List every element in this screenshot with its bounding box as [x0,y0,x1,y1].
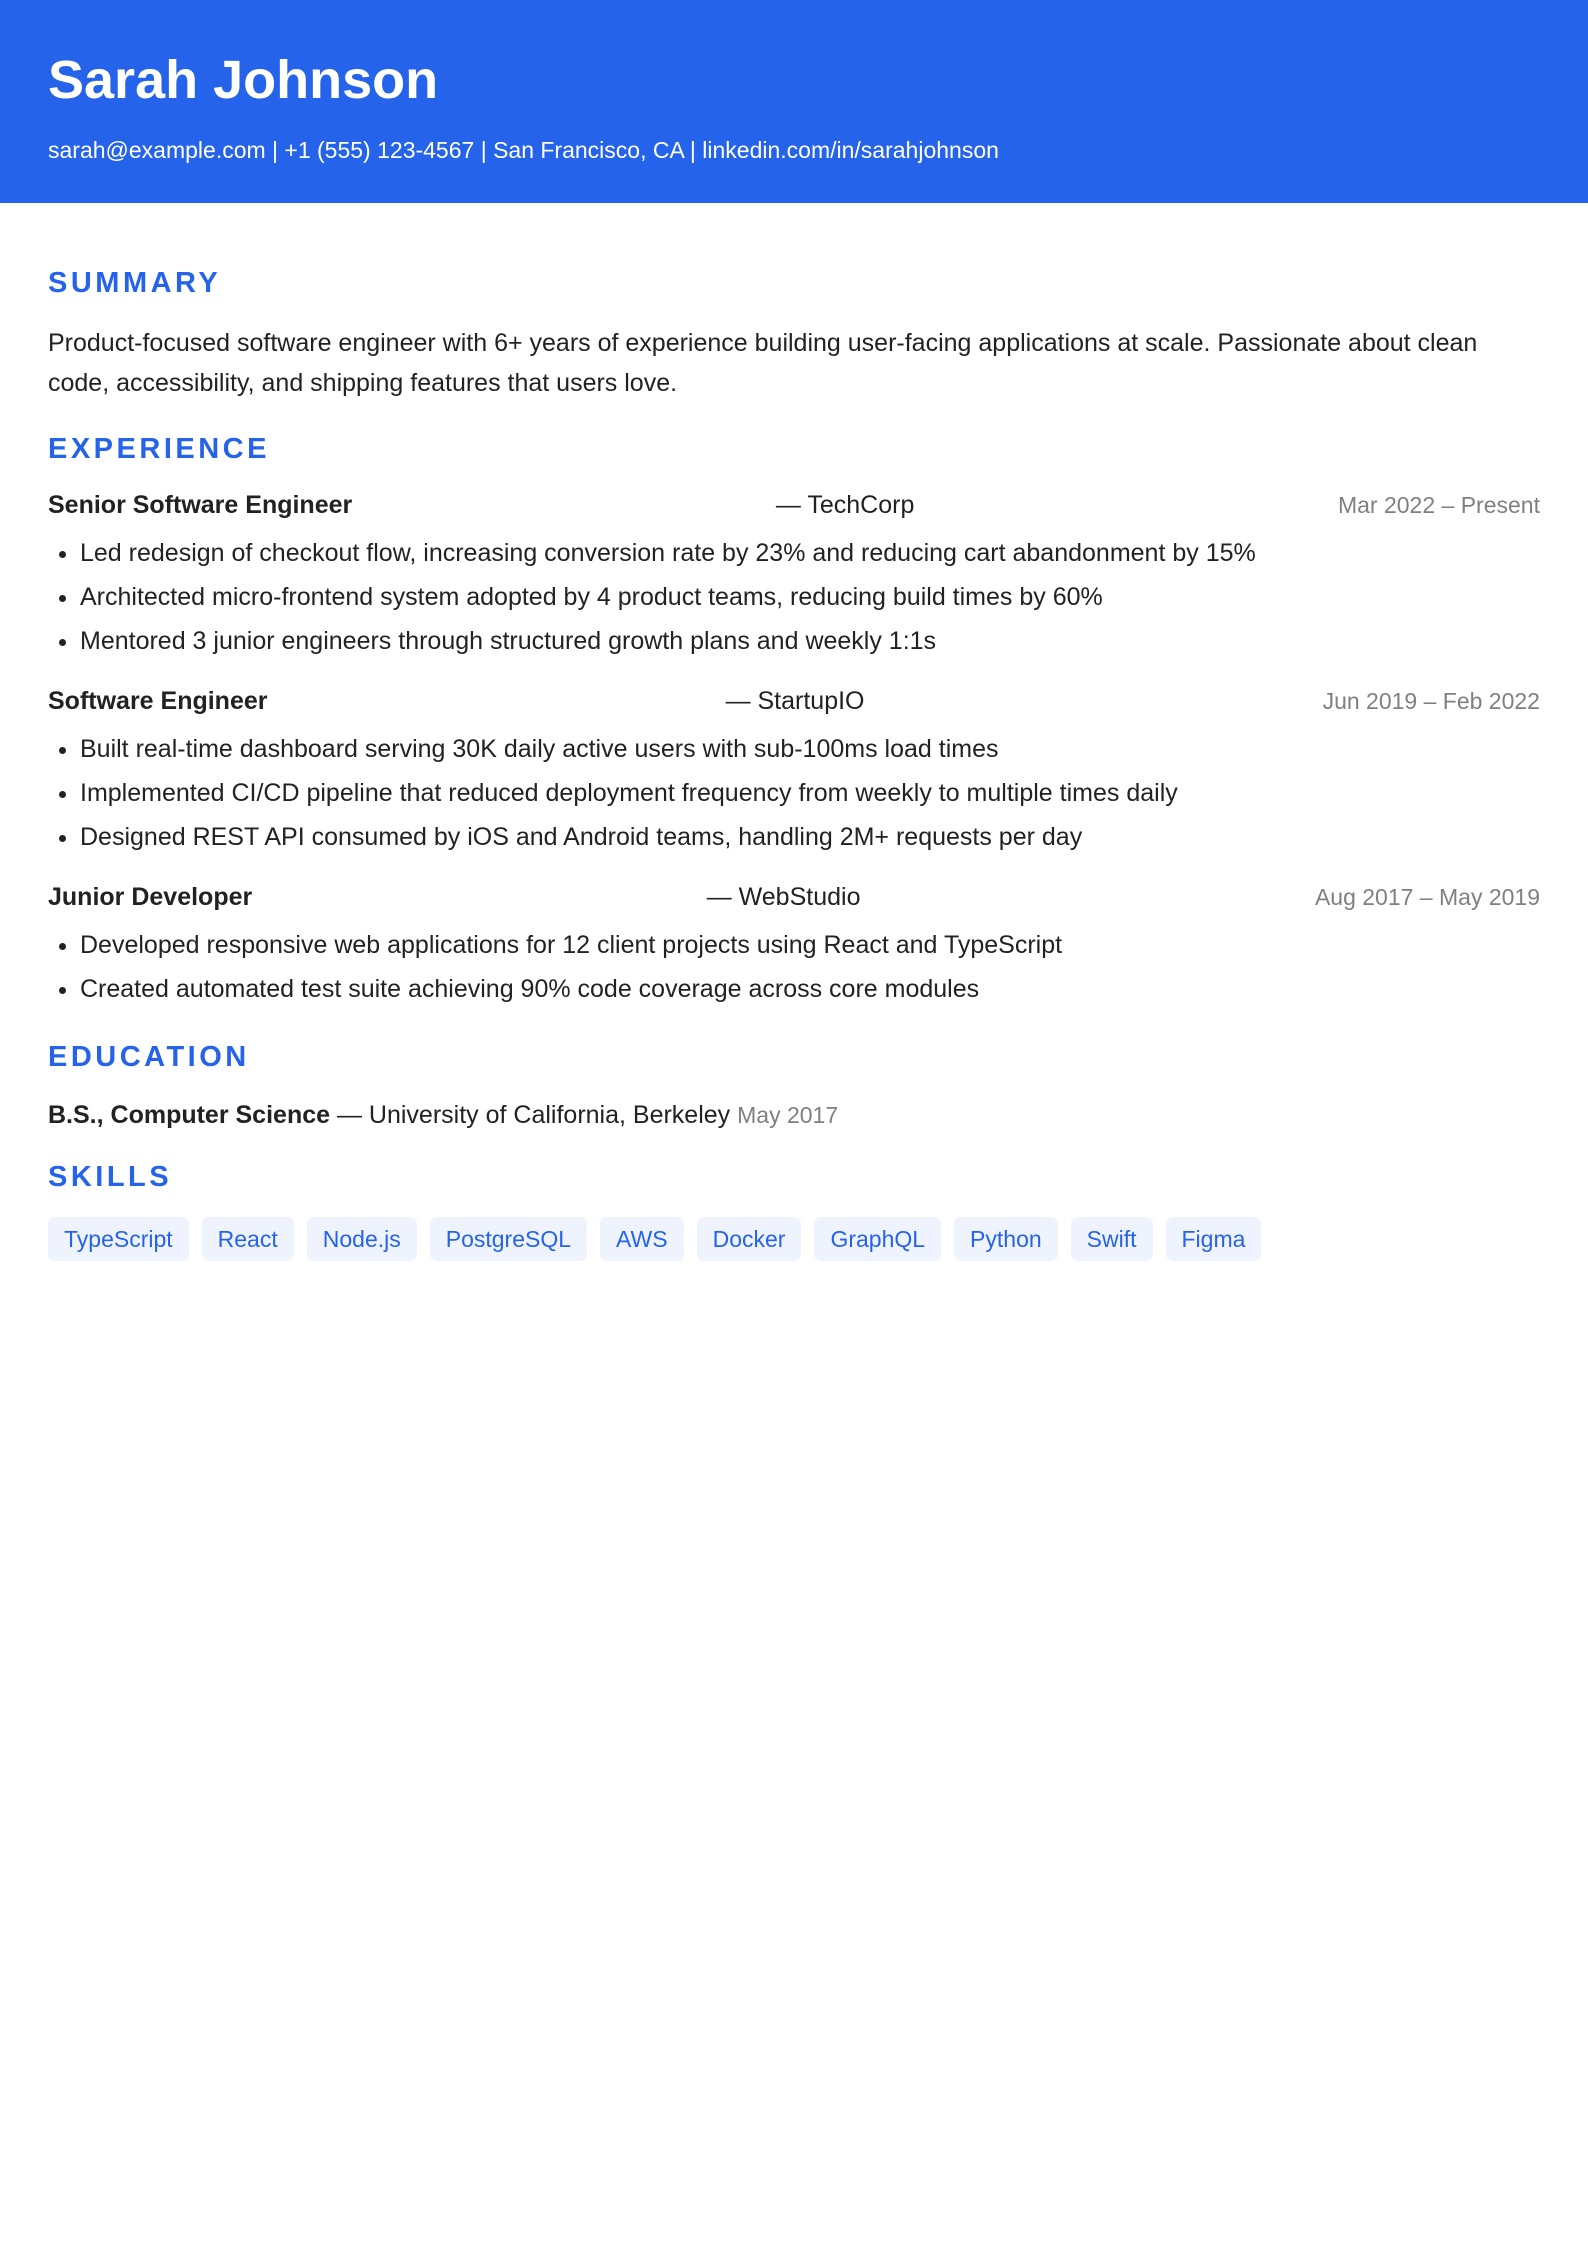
skill-tag: GraphQL [814,1217,941,1261]
job-title: Software Engineer [48,687,268,715]
job-bullet: • Mentored 3 junior engineers through structured growth plans and weekly 1:1s [80,619,1540,663]
education-degree: B.S., Computer Science [48,1101,331,1129]
job-bullets [48,531,1540,663]
skill-tag: TypeScript [48,1217,189,1261]
job-bullet: • Architected micro-frontend system adopted by 4 product teams, reducing build times by 60% [80,575,1540,619]
resume-header [0,0,1588,203]
job-bullets [48,727,1540,859]
skill-tag: Swift [1071,1217,1153,1261]
job-header [48,685,1540,717]
education-heading: EDUCATION [48,1041,250,1073]
skill-tag: AWS [600,1217,684,1261]
job-bullet: • Built real-time dashboard serving 30K daily active users with sub-100ms load times [80,727,1540,771]
summary-text: Product-focused software engineer with 6+ years of experience building user-facing applications at scale. Passionate about clean code, accessibility, and shipping features that users love. [48,329,1478,397]
education-entry [48,1099,1540,1131]
job-title: Junior Developer [48,883,253,911]
job-title: Senior Software Engineer [48,491,353,519]
education-date: May 2017 [737,1102,839,1128]
job-bullet: • Designed REST API consumed by iOS and Android teams, handling 2M+ requests per day [80,815,1540,859]
job-bullet: • Created automated test suite achieving 90% code coverage across core modules [80,967,1540,1011]
resume-body [0,203,1588,1261]
job-company: — StartupIO [725,687,865,715]
job-header [48,881,1540,913]
job-entry [48,489,1540,663]
experience-heading: EXPERIENCE [48,433,270,465]
candidate-name: Sarah Johnson [48,50,439,110]
job-bullet: • Led redesign of checkout flow, increasing conversion rate by 23% and reducing cart abandonment by 15% [80,531,1540,575]
summary-section [48,203,1540,403]
job-bullet: • Implemented CI/CD pipeline that reduced deployment frequency from weekly to multiple times daily [80,771,1540,815]
job-company: — WebStudio [706,883,861,911]
job-entry [48,685,1540,859]
skill-tag: React [202,1217,294,1261]
education-school: — University of California, Berkeley [330,1101,738,1129]
skill-tag: Figma [1166,1217,1262,1261]
skill-tag: Node.js [307,1217,417,1261]
contact-line: sarah@example.com | +1 (555) 123-4567 | San Francisco, CA | linkedin.com/in/sarahjohnson [48,137,999,163]
education-section [48,1039,1540,1131]
job-company: — TechCorp [775,491,915,519]
skills-section [48,1159,1540,1261]
skills-heading: SKILLS [48,1161,173,1193]
job-bullet: • Developed responsive web applications for 12 client projects using React and TypeScript [80,923,1540,967]
skills-list [48,1217,1540,1261]
summary-heading: SUMMARY [48,267,222,299]
experience-section [48,431,1540,1011]
job-header [48,489,1540,521]
skill-tag: PostgreSQL [430,1217,587,1261]
job-bullets [48,923,1540,1011]
job-dates: Jun 2019 – Feb 2022 [1322,688,1540,714]
job-dates: Aug 2017 – May 2019 [1314,884,1540,910]
skill-tag: Docker [697,1217,802,1261]
job-dates: Mar 2022 – Present [1337,492,1540,518]
job-entry [48,881,1540,1011]
skill-tag: Python [954,1217,1058,1261]
